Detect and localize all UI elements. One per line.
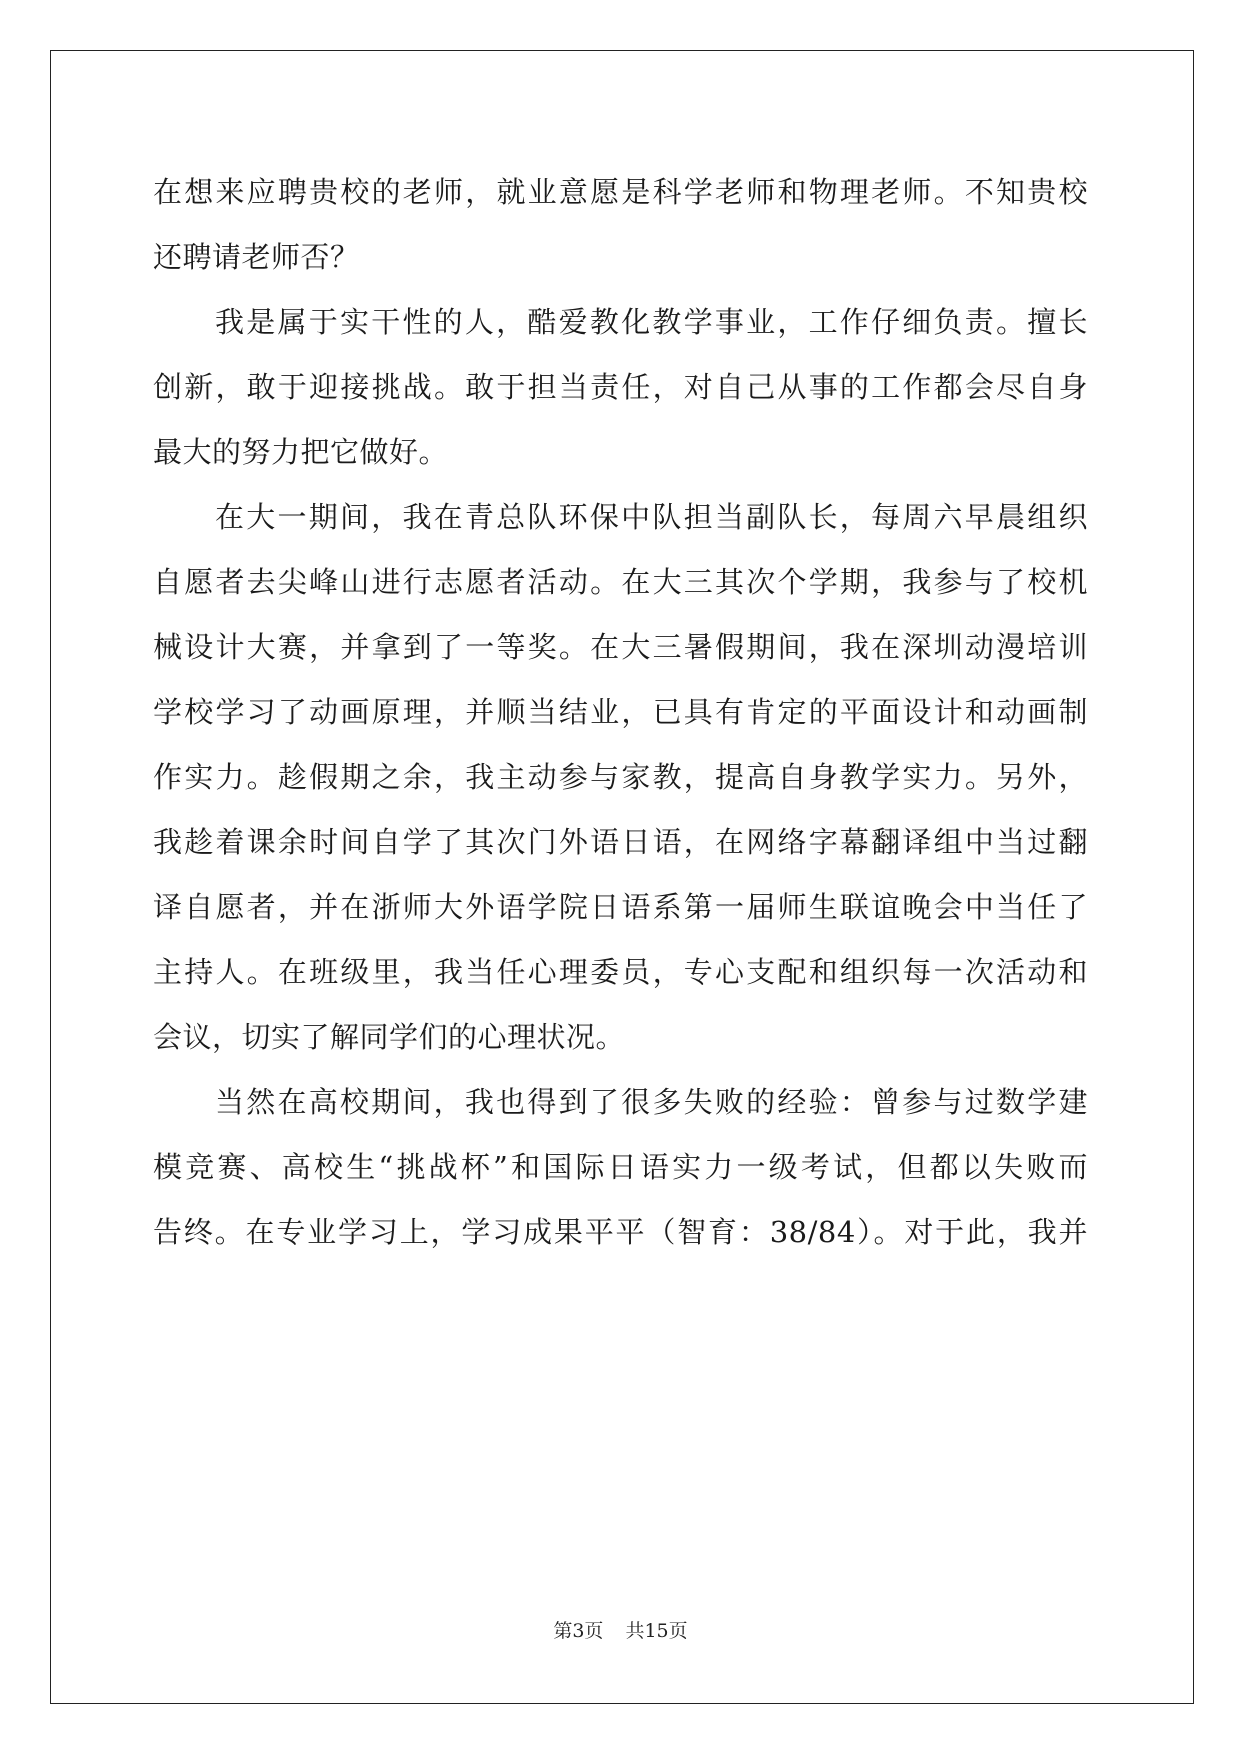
page-footer: [0, 1616, 1241, 1643]
text-line: 还聘请老师否？: [153, 240, 360, 274]
text-line: 会议，切实了解同学们的心理状况。: [153, 1020, 626, 1054]
text-line: 学校学习了动画原理，并顺当结业，已具有肯定的平面设计和动画制: [153, 695, 1088, 729]
page-total: 共15页: [625, 1620, 688, 1642]
text-line: 模竞赛、高校生“挑战杯”和国际日语实力一级考试，但都以失败而: [153, 1150, 1088, 1184]
text-line: 械设计大赛，并拿到了一等奖。在大三暑假期间，我在深圳动漫培训: [153, 630, 1088, 664]
text-line: 作实力。趁假期之余，我主动参与家教，提高自身教学实力。另外，: [153, 760, 1088, 794]
document-body: [153, 160, 1088, 1265]
text-line: 告终。在专业学习上，学习成果平平（智育：38/84）。对于此，我并: [153, 1215, 1088, 1249]
text-line: 最大的努力把它做好。: [153, 435, 449, 469]
text-line: 我是属于实干性的人，酷爱教化教学事业，工作仔细负责。擅长: [215, 305, 1088, 339]
page-number: 第3页: [553, 1620, 604, 1642]
text-line: 创新，敢于迎接挑战。敢于担当责任，对自己从事的工作都会尽自身: [153, 370, 1088, 404]
text-line: 当然在高校期间，我也得到了很多失败的经验：曾参与过数学建: [215, 1085, 1088, 1119]
text-line: 自愿者去尖峰山进行志愿者活动。在大三其次个学期，我参与了校机: [153, 565, 1088, 599]
text-line: 我趁着课余时间自学了其次门外语日语，在网络字幕翻译组中当过翻: [153, 825, 1088, 859]
text-line: 在大一期间，我在青总队环保中队担当副队长，每周六早晨组织: [215, 500, 1088, 534]
text-line: 主持人。在班级里，我当任心理委员，专心支配和组织每一次活动和: [153, 955, 1088, 989]
text-line: 在想来应聘贵校的老师，就业意愿是科学老师和物理老师。不知贵校: [153, 175, 1088, 209]
text-line: 译自愿者，并在浙师大外语学院日语系第一届师生联谊晚会中当任了: [153, 890, 1088, 924]
